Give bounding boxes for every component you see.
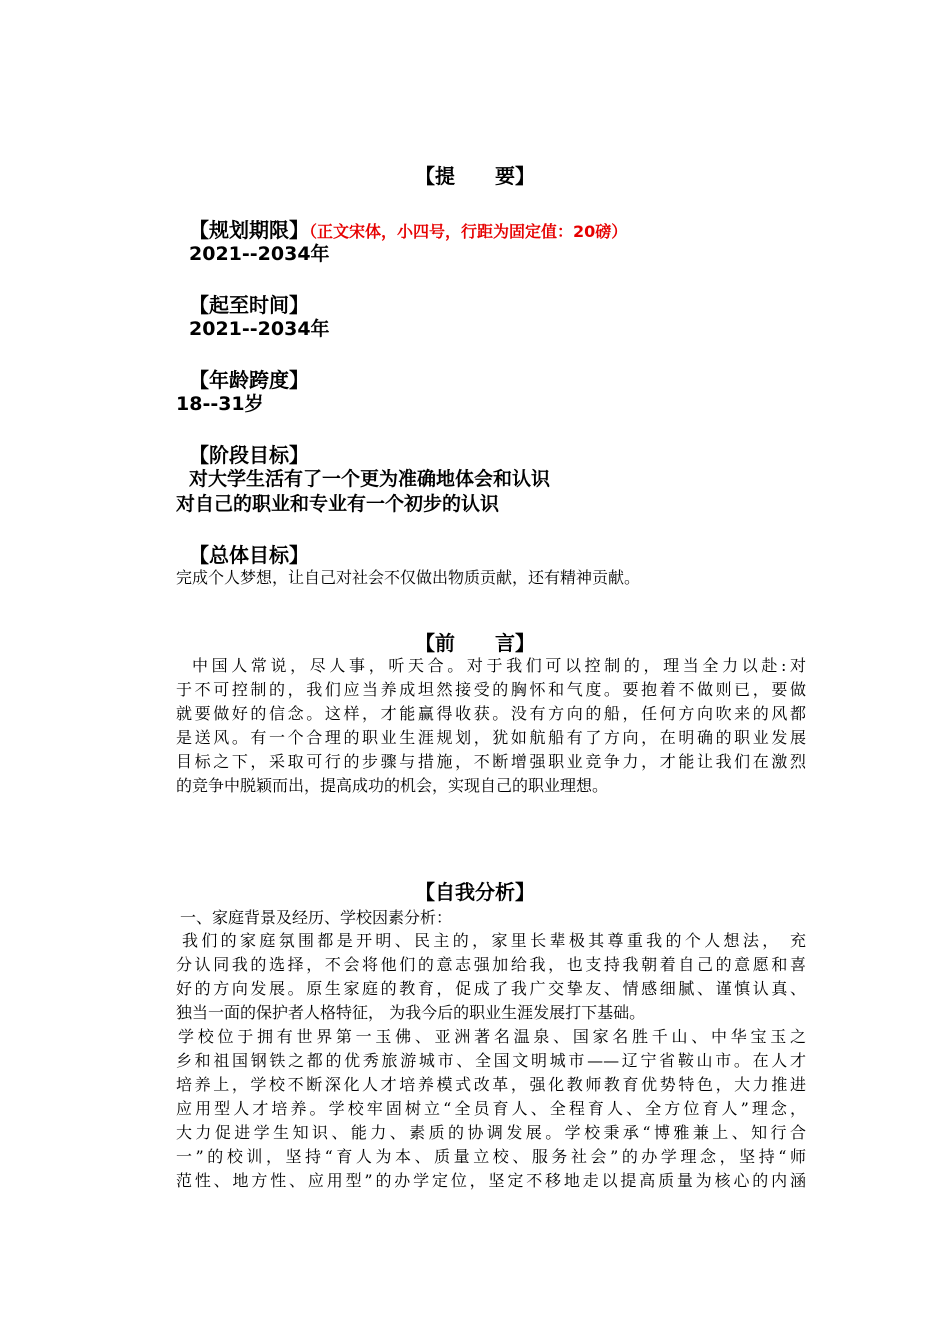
- family-paragraph: [176, 929, 806, 1025]
- overall-value: 完成个人梦想，让自己对社会不仅做出物质贡献，还有精神贡献。: [176, 568, 641, 587]
- overall-label: 【总体目标】: [189, 543, 309, 567]
- school-line: 培养上，学校不断深化人才培养模式改革，强化教师教育优势特色，大力推进: [176, 1075, 806, 1094]
- school-line: 乡和祖国钢铁之都的优秀旅游城市、全国文明城市——辽宁省鞍山市。在人才: [176, 1051, 806, 1070]
- school-line: 应用型人才培养。学校牢固树立“全员育人、全程育人、全方位育人”理念，: [176, 1099, 806, 1118]
- family-line: 独当一面的保护者人格特征， 为我今后的职业生涯发展打下基础。: [176, 1003, 646, 1022]
- summary-heading: 【提 要】: [415, 164, 535, 188]
- preface-line: 就要做好的信念。这样，才能赢得收获。没有方向的船，任何方向吹来的风都: [176, 704, 806, 723]
- period-value: 2021--2034年: [189, 243, 330, 265]
- school-line: 一”的校训，坚持“育人为本、质量立校、服务社会”的办学理念，坚持“师: [176, 1147, 806, 1166]
- school-paragraph: [176, 1025, 806, 1193]
- age-value: 18--31岁: [176, 393, 264, 415]
- family-line: 我们的家庭氛围都是开明、民主的，家里长辈极其尊重我的个人想法， 充: [182, 931, 806, 950]
- school-line: 学校位于拥有世界第一玉佛、亚洲著名温泉、国家名胜千山、中华宝玉之: [178, 1027, 806, 1046]
- family-line: 分认同我的选择，不会将他们的意志强加给我，也支持我朝着自己的意愿和喜: [176, 955, 806, 974]
- stage-label: 【阶段目标】: [189, 443, 309, 467]
- stage-goal-2: 对自己的职业和专业有一个初步的认识: [176, 493, 500, 515]
- subheading-family-school: 一、家庭背景及经历、学校因素分析：: [180, 908, 453, 927]
- age-label: 【年龄跨度】: [189, 368, 309, 392]
- school-line: 范性、地方性、应用型”的办学定位，坚定不移地走以提高质量为核心的内涵: [176, 1171, 806, 1190]
- time-label: 【起至时间】: [189, 293, 309, 317]
- format-note: （正文宋体，小四号，行距为固定值：20磅）: [309, 222, 628, 241]
- preface-line: 是送风。有一个合理的职业生涯规划，犹如航船有了方向，在明确的职业发展: [176, 728, 806, 747]
- preface-heading: 【前 言】: [415, 631, 535, 655]
- time-value: 2021--2034年: [189, 318, 330, 340]
- preface-line: 目标之下，采取可行的步骤与措施，不断增强职业竞争力，才能让我们在激烈: [176, 752, 806, 771]
- school-line: 大力促进学生知识、能力、素质的协调发展。学校秉承“博雅兼上、知行合: [176, 1123, 806, 1142]
- stage-goal-1: 对大学生活有了一个更为准确地体会和认识: [189, 468, 551, 490]
- self-analysis-heading: 【自我分析】: [415, 880, 535, 904]
- period-label: 【规划期限】: [189, 218, 309, 242]
- preface-line: 中国人常说，尽人事，听天合。对于我们可以控制的，理当全力以赴:对: [192, 656, 806, 675]
- preface-paragraph: [176, 654, 806, 798]
- preface-line: 的竞争中脱颖而出，提高成功的机会，实现自己的职业理想。: [176, 776, 609, 795]
- preface-line: 于不可控制的，我们应当养成坦然接受的胸怀和气度。要抱着不做则已，要做: [176, 680, 806, 699]
- family-line: 好的方向发展。原生家庭的教育，促成了我广交挚友、情感细腻、谨慎认真、: [176, 979, 806, 998]
